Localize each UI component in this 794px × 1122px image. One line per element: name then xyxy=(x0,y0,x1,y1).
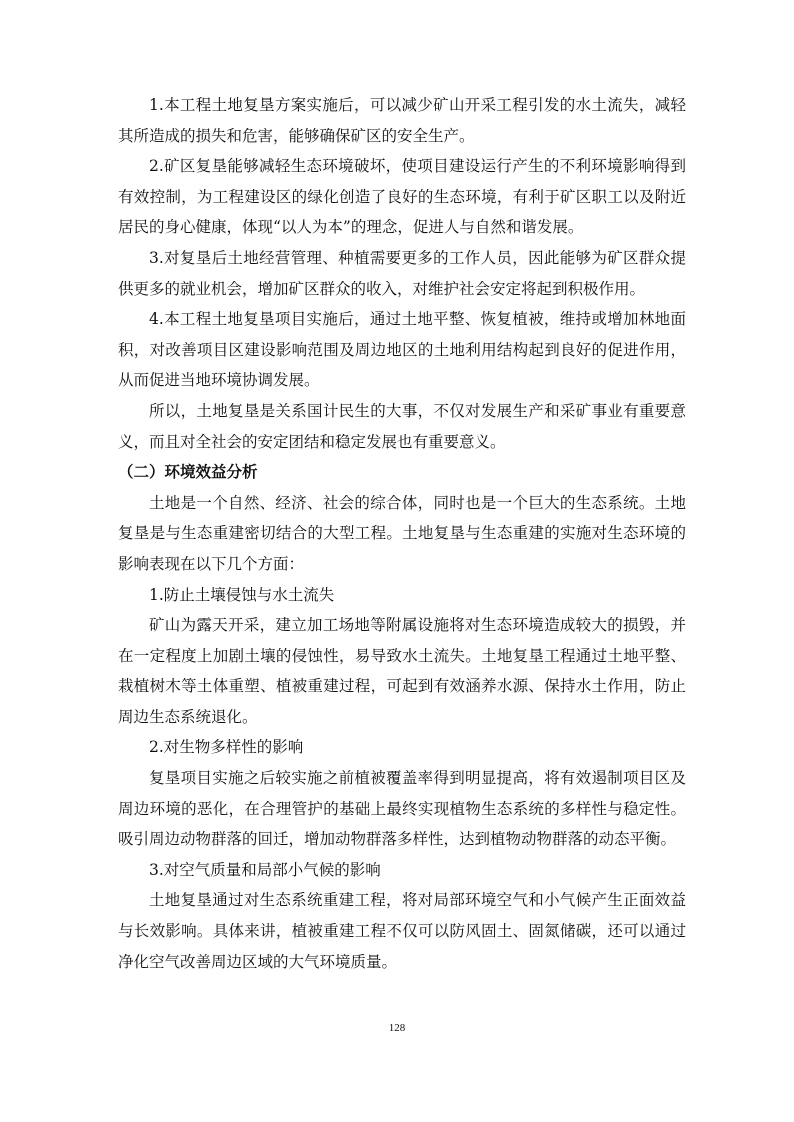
paragraph: 复垦项目实施之后较实施之前植被覆盖率得到明显提高，将有效遏制项目区及周边环境的恶化，在合理管护的基础上最终实现植物生态系统的多样性与稳定性。吸引周边动物群落的回迁，增加动物群落多样性，达到植物动物群落的动态平衡。 xyxy=(118,769,686,849)
paragraph: 4.本工程土地复垦项目实施后，通过土地平整、恢复植被，维持或增加林地面积，对改善项目区建设影响范围及周边地区的土地利用结构起到良好的促进作用，从而促进当地环境协调发展。 xyxy=(118,310,686,390)
paragraph: 土地复垦通过对生态系统重建工程，将对局部环境空气和小气候产生正面效益与长效影响。具体来讲，植被重建工程不仅可以防风固土、固氮储碳，还可以通过净化空气改善周边区域的大气环境质量。 xyxy=(118,891,686,971)
paragraph: 3.对复垦后土地经营管理、种植需要更多的工作人员，因此能够为矿区群众提供更多的就业机会，增加矿区群众的收入，对维护社会安定将起到积极作用。 xyxy=(118,248,686,298)
paragraph: 1.本工程土地复垦方案实施后，可以减少矿山开采工程引发的水土流失，减轻其所造成的损失和危害，能够确保矿区的安全生产。 xyxy=(118,96,686,145)
paragraph: 土地是一个自然、经济、社会的综合体，同时也是一个巨大的生态系统。土地复垦是与生态重建密切结合的大型工程。土地复垦与生态重建的实施对生态环境的影响表现在以下几个方面： xyxy=(118,493,686,573)
document-body xyxy=(118,90,686,977)
subheading: 3.对空气质量和局部小气候的影响 xyxy=(149,860,381,879)
section-heading: （二）环境效益分析 xyxy=(118,463,258,482)
page-number: 128 xyxy=(388,1022,406,1034)
subheading: 2.对生物多样性的影响 xyxy=(149,738,304,757)
paragraph: 矿山为露天开采，建立加工场地等附属设施将对生态环境造成较大的损毁，并在一定程度上加剧土壤的侵蚀性，易导致水土流失。土地复垦工程通过土地平整、栽植树木等土体重塑、植被重建过程，可起到有效涵养水源、保持水土作用，防止周边生态系统退化。 xyxy=(118,616,686,726)
paragraph: 所以，土地复垦是关系国计民生的大事，不仅对发展生产和采矿事业有重要意义，而且对全社会的安定团结和稳定发展也有重要意义。 xyxy=(118,401,686,451)
subheading: 1.防止土壤侵蚀与水土流失 xyxy=(149,585,335,604)
paragraph: 2.矿区复垦能够减轻生态环境破坏，使项目建设运行产生的不利环境影响得到有效控制，为工程建设区的绿化创造了良好的生态环境，有利于矿区职工以及附近居民的身心健康，体现“以人为本”的理念，促进人与自然和谐发展。 xyxy=(118,157,686,237)
